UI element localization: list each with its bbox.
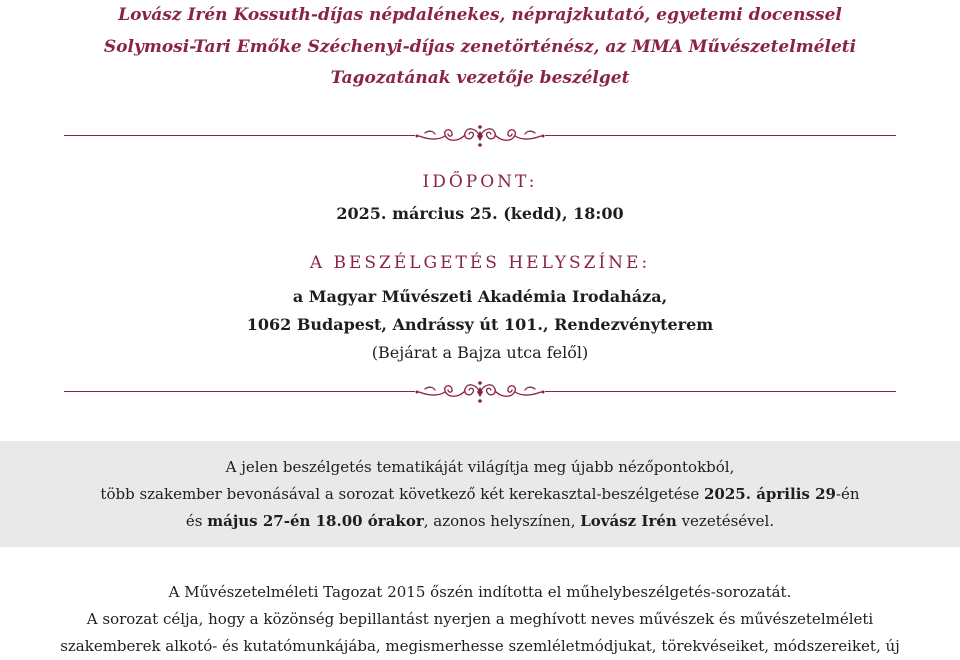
text-fragment: vezetésével. (676, 512, 775, 530)
host-name: Lovász Irén (580, 512, 677, 530)
date-april: 2025. április 29 (704, 485, 836, 503)
text-fragment: , azonos helyszínen, (423, 512, 581, 530)
series-description (0, 579, 960, 660)
flourish-ornament-icon (415, 121, 545, 151)
announcement-text (0, 454, 960, 535)
time-heading: IDŐPONT: (422, 172, 538, 192)
announcement-line-1: A jelen beszélgetés tematikáját világítja meg újabb nézőpontokból, (225, 458, 735, 476)
text-fragment: és (185, 512, 208, 530)
description-line-1: A Művészetelméleti Tagozat 2015 őszén indította el műhelybeszélgetés-sorozatát. (168, 583, 792, 601)
text-fragment: -én (835, 485, 860, 503)
venue-entrance-note: (Bejárat a Bajza utca felől) (371, 343, 589, 362)
announcement-band (0, 441, 960, 547)
description-line-3: szakemberek alkotó- és kutatómunkájába, megismerhesse szemléletmódjukat, törekvéseiket, módszereiket, új (60, 637, 900, 655)
flourish-ornament-icon (415, 377, 545, 407)
ornamental-divider-bottom (64, 377, 896, 407)
date-may: május 27-én 18.00 órakor (207, 512, 424, 530)
time-block (0, 200, 960, 228)
venue-address: 1062 Budapest, Andrássy út 101., Rendezvényterem (246, 315, 714, 334)
text-fragment: több szakember bevonásával a sorozat következő két kerekasztal-beszélgetése (100, 485, 704, 503)
ornamental-divider-top (64, 121, 896, 151)
intro-line-1: Lovász Irén Kossuth-díjas népdalénekes, néprajzkutató, egyetemi docenssel (118, 5, 842, 25)
venue-block (0, 283, 960, 367)
event-date: 2025. március 25. (kedd), 18:00 (336, 204, 624, 223)
venue-name: a Magyar Művészeti Akadémia Irodaháza, (292, 287, 668, 306)
intro-text (0, 0, 960, 95)
announcement-line-2 (0, 481, 960, 508)
description-line-2: A sorozat célja, hogy a közönség bepillantást nyerjen a meghívott neves művészek és művészetelméleti (86, 610, 874, 628)
intro-line-3: Tagozatának vezetője beszélget (330, 68, 630, 88)
announcement-line-3 (0, 508, 960, 535)
venue-heading: A BESZÉLGETÉS HELYSZÍNE: (309, 253, 651, 273)
intro-line-2: Solymosi-Tari Emőke Széchenyi-díjas zenetörténész, az MMA Művészetelméleti (103, 36, 857, 57)
